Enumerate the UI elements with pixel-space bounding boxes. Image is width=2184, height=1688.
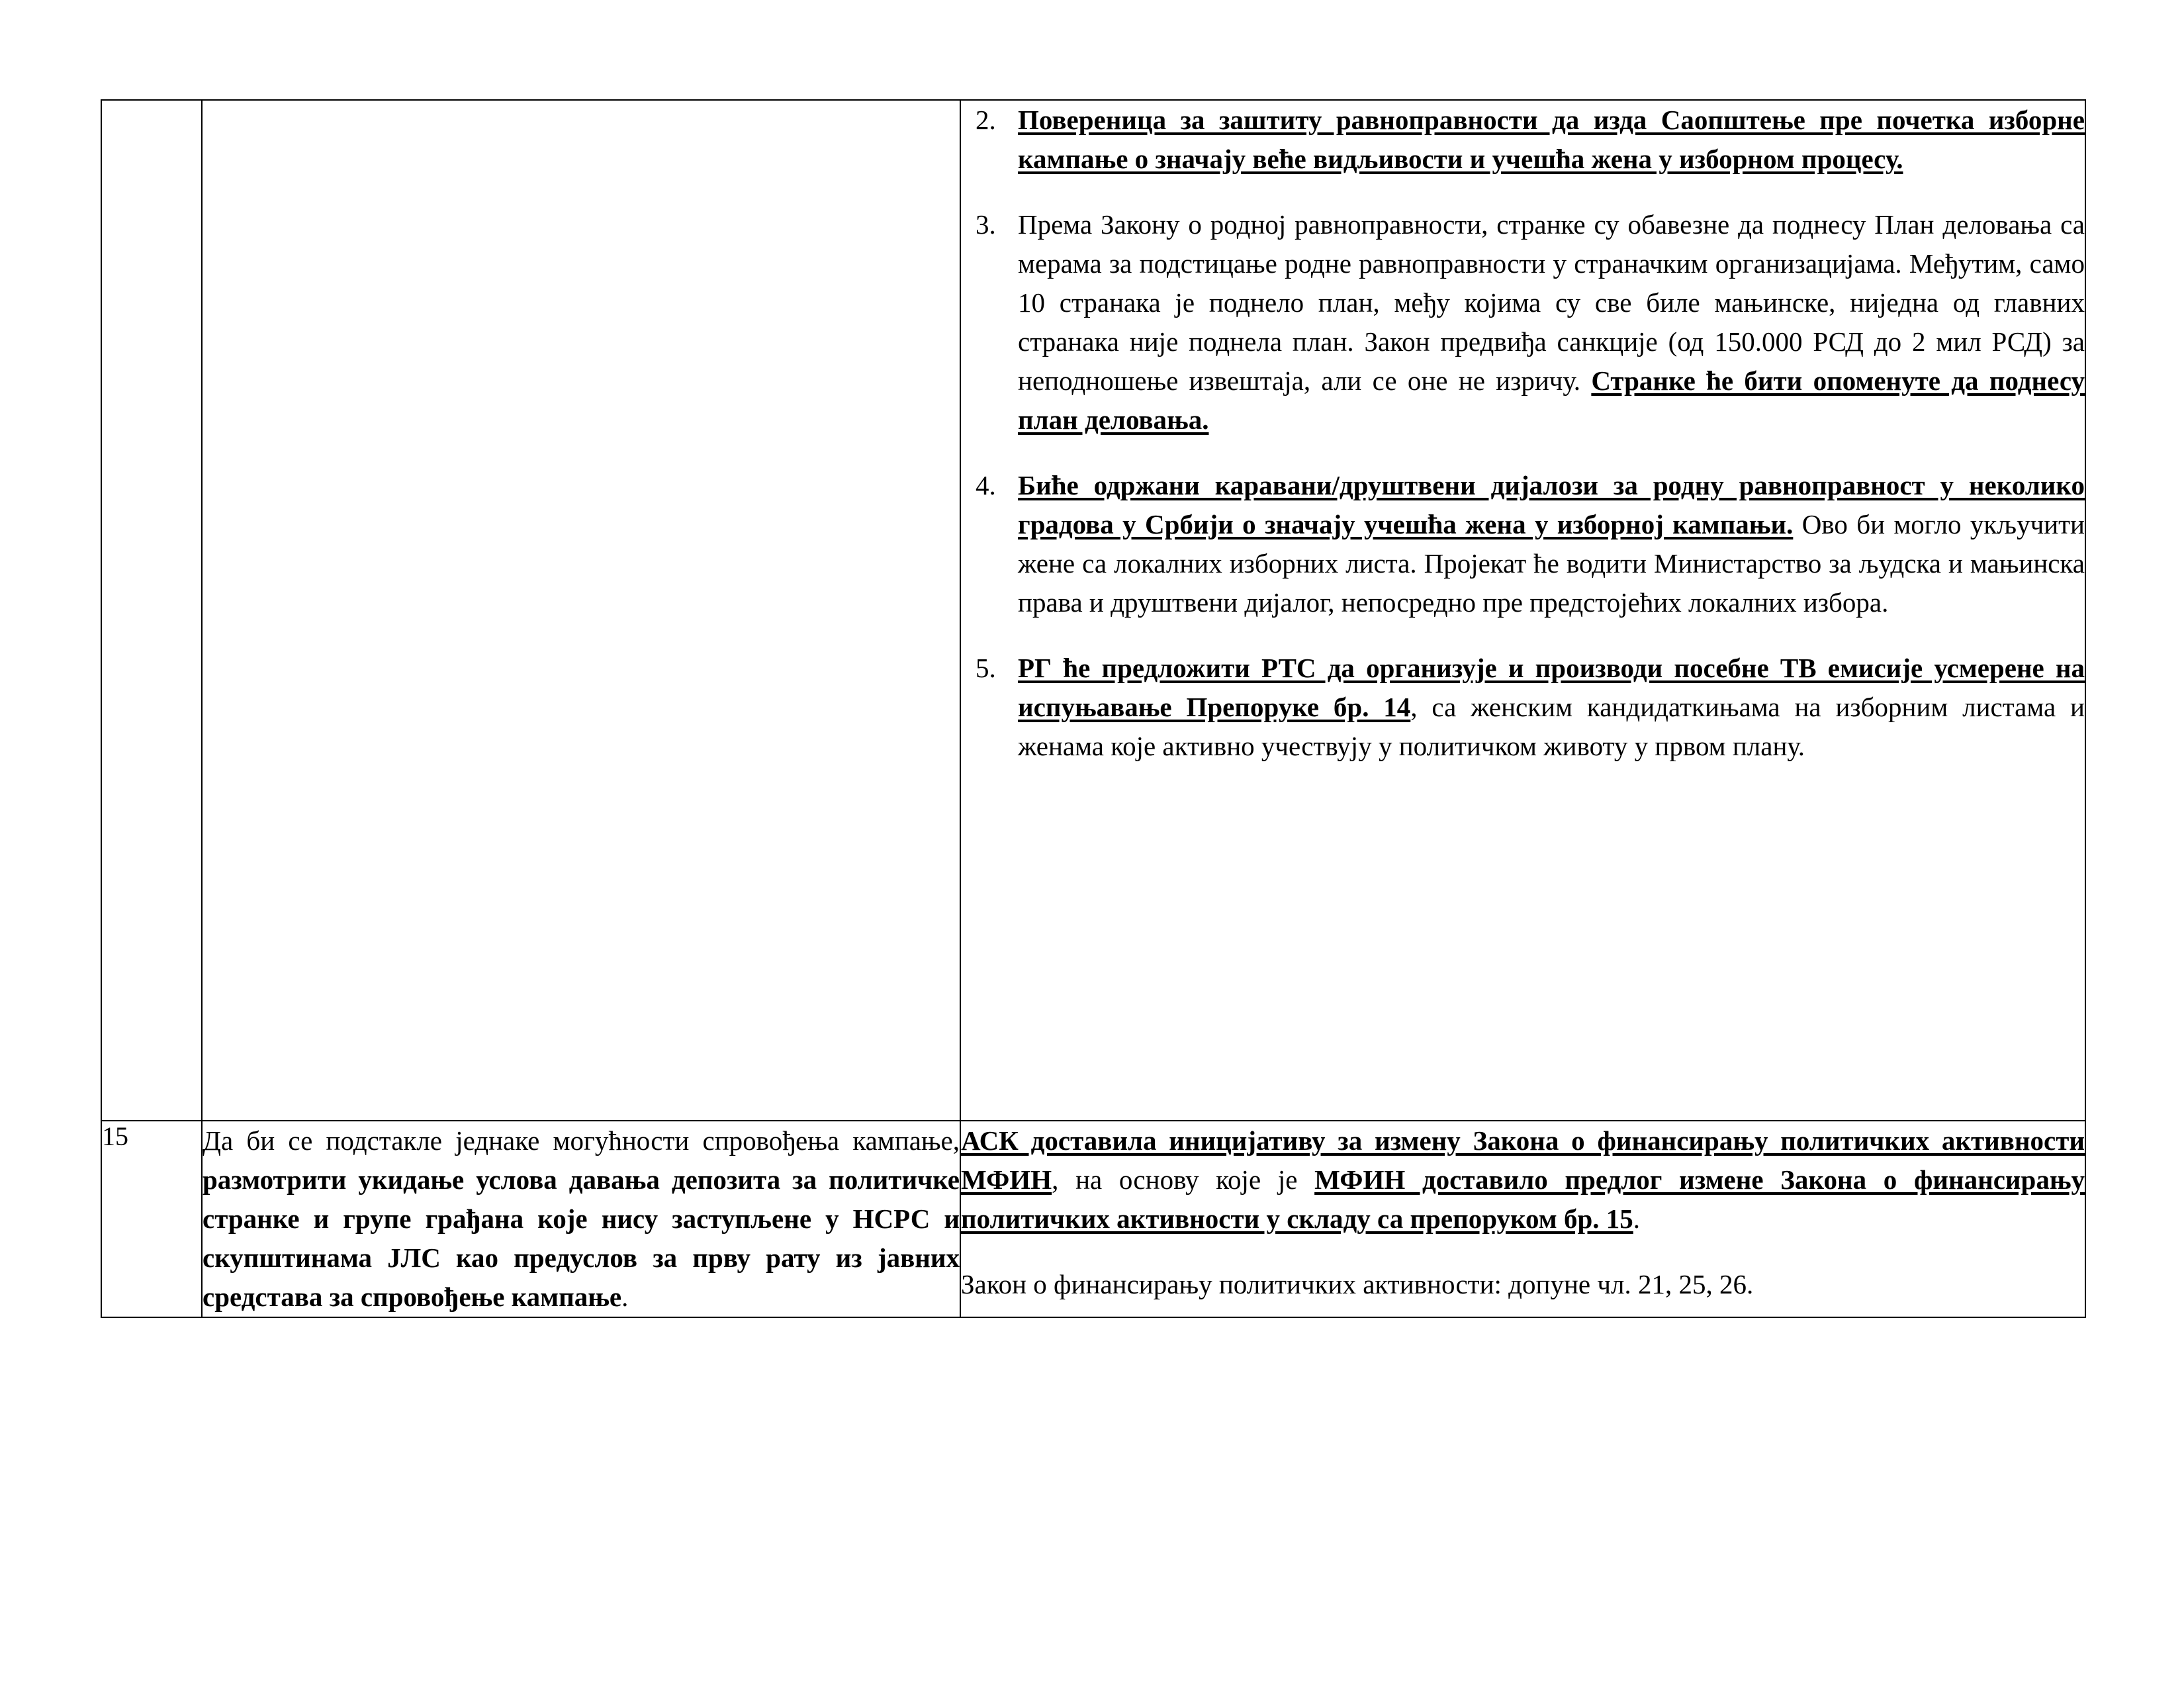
list-marker: 3. (976, 209, 996, 240)
status-numbered-list (961, 101, 2085, 766)
recommendation-cell (202, 1121, 960, 1317)
plain-run: . (1633, 1203, 1641, 1235)
emphasis-run: Биће одржани каравани/друштвени дијалози за родну равноправност у неколико градова у Србији о значају учешћа жена у изборној кампањи. (1018, 470, 2085, 540)
list-item-text (1018, 101, 2085, 179)
list-item (961, 649, 2085, 766)
emphasis-run: Странке ће бити опоменуте да поднесу план деловања. (1018, 365, 2085, 436)
list-marker: 5. (976, 653, 996, 684)
plain-run: , на основу које је (1052, 1164, 1315, 1196)
plain-run: Да би се подстакле једнаке могућности спровођења кампање, (203, 1125, 960, 1156)
emphasis-run: размотрити укидање услова давања депозита за политичке странке и групе грађана које нису заступљене у НСРС и скупштинама ЈЛС као предуслов за прву рату из јавних средстава за спровођење кампање (203, 1164, 960, 1313)
plain-run: Закон о финансирању политичких активности: допуне чл. 21, 25, 26. (961, 1269, 1754, 1300)
row-number-cell (101, 100, 202, 1121)
list-item (961, 205, 2085, 440)
status-paragraphs (961, 1121, 2085, 1304)
status-cell (960, 1121, 2085, 1317)
recommendation-cell (202, 100, 960, 1121)
table-row (101, 1121, 2085, 1317)
plain-run: . (621, 1282, 629, 1313)
list-marker: 2. (976, 105, 996, 135)
list-item (961, 101, 2085, 179)
emphasis-run: АСК доставила иницијативу за измену Закона о финансирању политичких активности МФИН (961, 1125, 2085, 1196)
recommendation-text (203, 1121, 960, 1317)
paragraph-gap (961, 1239, 2085, 1265)
emphasis-run: МФИН доставило предлог измене Закона о финансирању политичких активности у складу са препоруком бр. 15 (961, 1164, 2085, 1235)
row-number: 15 (102, 1121, 128, 1151)
status-paragraph (961, 1121, 2085, 1239)
plain-run: , са женским кандидаткињама на изборним листама и женама које активно учествују у политичком животу у првом плану. (1018, 692, 2085, 762)
emphasis-run: Повереница за заштиту равноправности да изда Саопштење пре почетка изборне кампање о значају веће видљивости и учешћа жена у изборном процесу. (1018, 105, 2085, 175)
status-paragraph (961, 1265, 2085, 1304)
list-marker: 4. (976, 470, 996, 501)
status-cell (960, 100, 2085, 1121)
plain-run: Према Закону о родној равноправности, странке су обавезне да поднесу План деловања са мерама за подстицање родне равноправности у страначким организацијама. Међутим, само 10 странака је поднело план, међу којима су све биле мањинске, ниједна од главних странака није поднела план. Закон предвиђа санкције (од 150.000 РСД до 2 мил РСД) за неподношење извештаја, али се оне не изричу. (1018, 209, 2085, 397)
plain-run: Ово би могло укључити жене са локалних изборних листа. Пројекат ће водити Министарство за људска и мањинска права и друштвени дијалог, непосредно пре предстојећих локалних избора. (1018, 509, 2085, 618)
list-item (961, 466, 2085, 622)
row-number-cell (101, 1121, 202, 1317)
table-row (101, 100, 2085, 1121)
list-item-text (1018, 649, 2085, 766)
emphasis-run: РГ ће предложити РТС да организује и производи посебне ТВ емисије усмерене на испуњавање Препоруке бр. 14 (1018, 653, 2085, 723)
list-item-text (1018, 205, 2085, 440)
recommendations-table (101, 99, 2086, 1318)
list-item-text (1018, 466, 2085, 622)
